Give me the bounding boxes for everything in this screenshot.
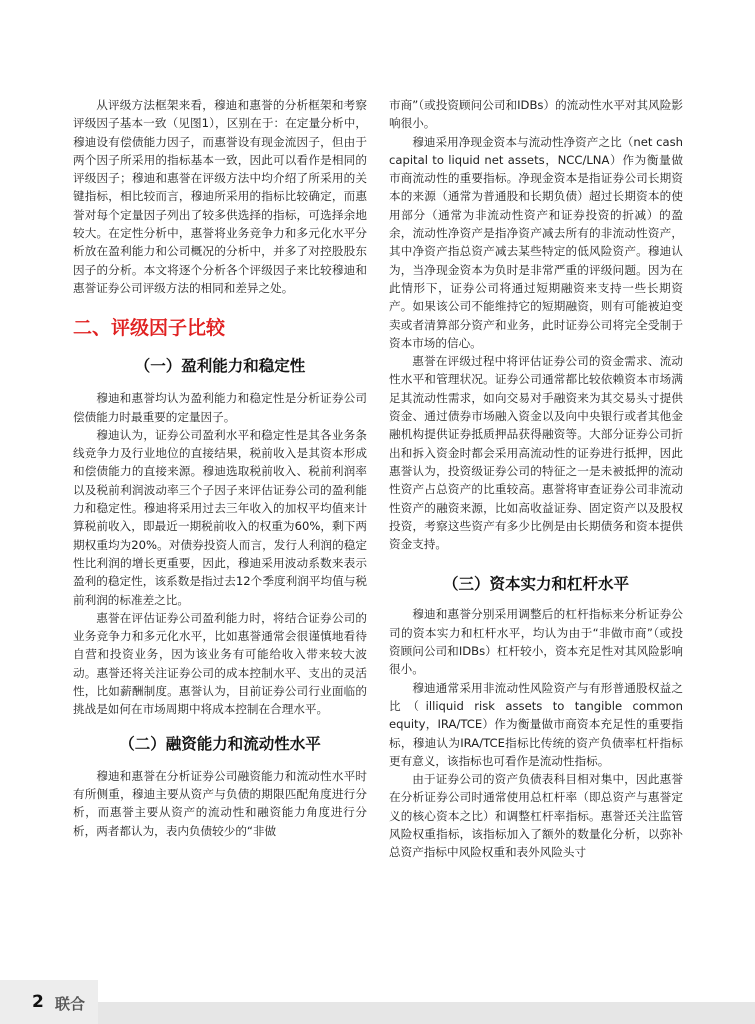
paragraph: 穆迪和惠誉分别采用调整后的杠杆指标来分析证券公司的资本实力和杠杆水平，均认为由于“非做市商”（或投资顾问公司和IDBs）杠杆较小，资本充足性对其风险影响很小。 (389, 607, 683, 677)
section-title: 二、评级因子比较 (73, 317, 226, 340)
page-number: 2 (32, 992, 44, 1012)
paragraph: 穆迪通常采用非流动性风险资产与有形普通股权益之比（illiquid risk assets to tangible common equity，IRA/TCE）作为衡量做市商资本充足性的重要指标，穆迪认为IRA/TCE指标比传统的资产负债率杠杆指标更有意义，该指标也可看作是流动性指标。 (389, 680, 683, 768)
paragraph: 穆迪认为，证券公司盈利水平和稳定性是其各业务条线竞争力及行业地位的直接结果，税前收入是其资本形成和偿债能力的直接来源。穆迪选取税前收入、税前利润率以及税前利润波动率三个子因子来评估证券公司的盈利能力和稳定性。穆迪将采用过去三年收入的加权平均值来计算税前收入，即最近一期税前收入的权重为60%，剩下两期权重均为20%。对债券投资人而言，发行人利润的稳定性比利润的增长更重要，因此，穆迪采用波动系数来表示盈利的稳定性，该系数是指过去12个季度利润平均值与税前利润的标准差之比。 (73, 427, 367, 607)
left-column (73, 96, 367, 840)
subsection-title-profitability: （一）盈利能力和稳定性 (134, 357, 306, 376)
paragraph: 由于证券公司的资产负债表科目相对集中，因此惠誉在分析证券公司时通常使用总杠杆率（即总资产与惠誉定义的核心资本之比）和调整杠杆率指标。惠誉还关注监管风险权重指标，该指标加入了额外的数量化分析，以弥补总资产指标中风险权重和表外风险头寸 (389, 772, 683, 860)
publication-name: 联合 (55, 995, 86, 1013)
paragraph: 惠誉在评级过程中将评估证券公司的资金需求、流动性水平和管理状况。证券公司通常都比较依赖资本市场满足其流动性需求，如向交易对手融资来为其交易头寸提供资金、通过债券市场融入资金以及向中央银行或者其他金融机构提供证券抵质押品获得融资等。大部分证券公司折出和拆入资金时都会采用高流动性的证券进行抵押，因此惠誉认为，投资级证券公司的特征之一是未被抵押的流动性资产占总资产的比重较高。惠誉将审查证券公司非流动性资产的融资来源，比如高收益证券、固定资产以及股权投资，考察这些资产有多少比例是由长期债务和资本提供资金支持。 (389, 354, 683, 552)
paragraph: 惠誉在评估证券公司盈利能力时，将结合证券公司的业务竞争力和多元化水平，比如惠誉通常会很谨慎地看待自营和投资业务，因为该业务有可能给收入带来较大波动。惠誉还将关注证券公司的成本控制水平、支出的灵活性，比如薪酬制度。惠誉认为，目前证券公司行业面临的挑战是如何在市场周期中将成本控制在合理水平。 (73, 610, 367, 717)
page-footer (0, 980, 755, 1024)
right-column (389, 96, 683, 862)
subsection-title-capital: （三）资本实力和杠杆水平 (442, 575, 629, 594)
paragraph: 穆迪采用净现金资本与流动性净资产之比（net cash capital to liquid net assets，NCC/LNA）作为衡量做市商流动性的重要指标。净现金资本是指证券公司长期资本的来源（通常为普通股和长期负债）超过长期资本的使用部分（通常为非流动性资产和证券投资的折减）的盈余，流动性净资产是指净资产减去所有的非流动性资产，其中净资产指总资产减去某些特定的低风险资产。穆迪认为，当净现金资本为负时是非常严重的评级问题。因为在此情形下，证券公司将通过短期融资来支持一些长期资产。如果该公司不能维持它的短期融资，则有可能被迫变卖或者清算部分资产和业务，此时证券公司将完全受制于资本市场的信心。 (389, 134, 683, 350)
paragraph: 穆迪和惠誉在分析证券公司融资能力和流动性水平时有所侧重，穆迪主要从资产与负债的期限匹配角度进行分析，而惠誉主要从资产的流动性和融资能力角度进行分析，两者都认为，表内负债较少的“非做 (73, 768, 367, 838)
subsection-title-financing: （二）融资能力和流动性水平 (119, 734, 321, 753)
paragraph: 穆迪和惠誉均认为盈利能力和稳定性是分析证券公司偿债能力时最重要的定量因子。 (73, 391, 367, 424)
footer-band (0, 1002, 755, 1024)
page-number-box (0, 980, 98, 1024)
paragraph-continued: 市商”（或投资顾问公司和IDBs）的流动性水平对其风险影响很小。 (389, 98, 683, 131)
intro-paragraph: 从评级方法框架来看，穆迪和惠誉的分析框架和考察评级因子基本一致（见图1），区别在于：在定量分析中，穆迪设有偿债能力因子，而惠誉设有现金流因子，但由于两个因子所采用的指标基本一致，因此可以看作是相同的评级因子；穆迪和惠誉在评级方法中均介绍了所采用的关键指标，相比较而言，穆迪所采用的指标比较确定，而惠誉对每个定量因子列出了较多供选择的指标，可选择余地较大。在定性分析中，惠誉将业务竞争力和多元化水平分析放在盈利能力和公司概况的分析中，并多了对控股股东因子的分析。本文将逐个分析各个评级因子来比较穆迪和惠誉证券公司评级方法的相同和差异之处。 (73, 98, 367, 295)
